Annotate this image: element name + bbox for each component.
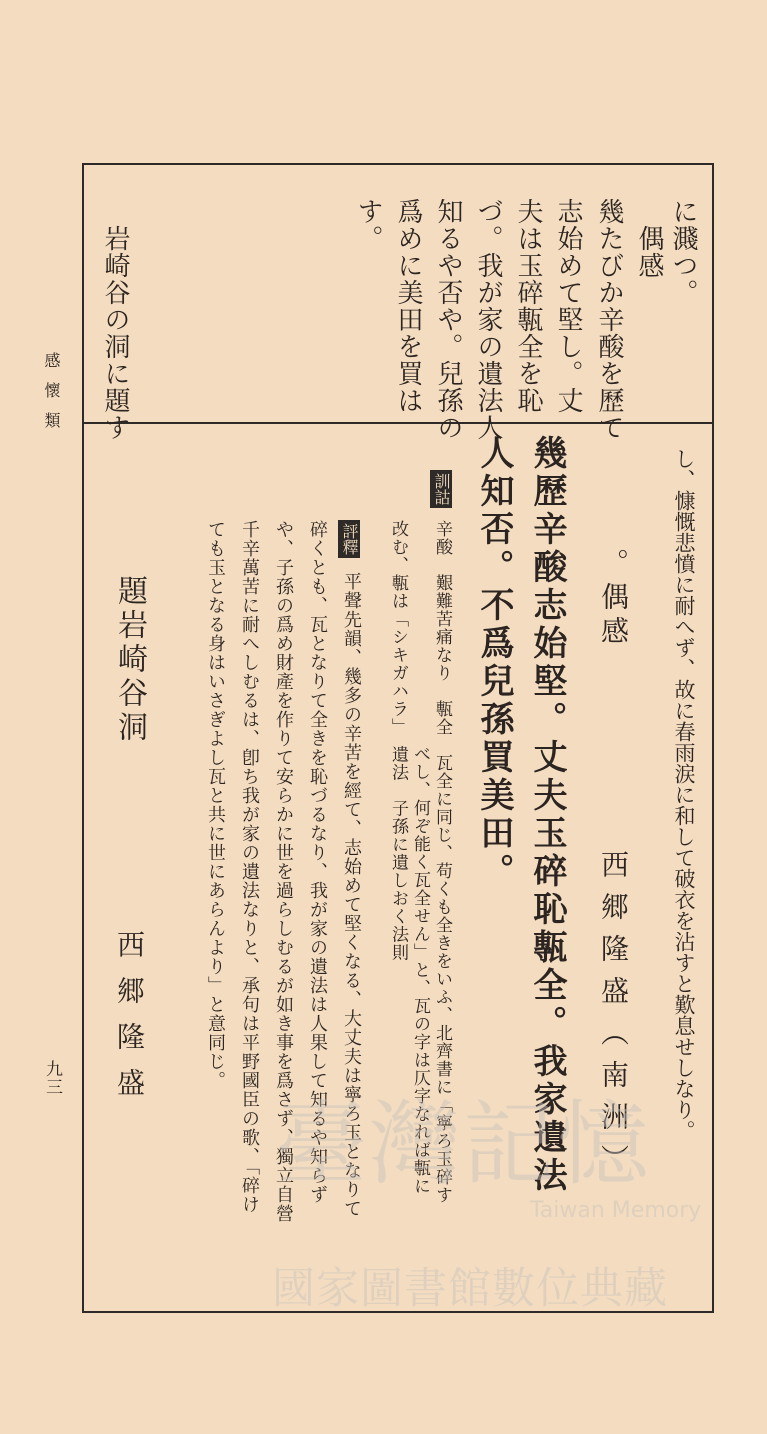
upper-line-4: 志始めて堅し。丈 (553, 198, 583, 414)
kunko-label: 訓詁 (430, 470, 452, 508)
commentary-line-3: や、子孫の爲め財產を作りて安らかに世を過らしむるが如き事を爲さず、獨立自營 (273, 520, 294, 1223)
upper-line-8: 爲めに美田を買は (393, 198, 423, 414)
poem-author: 西郷隆盛（南洲） (597, 850, 630, 1186)
upper-line-1: に濺つ。 (668, 198, 698, 306)
upper-line-2: 偶感 (634, 198, 664, 279)
kunko-col-2: べし、何ぞ能く瓦全せん」と、瓦の字は仄字なれば甎に (410, 745, 430, 1195)
watermark-english: Taiwan Memory (530, 1198, 702, 1223)
commentary-line-4: 千辛萬苦に耐へしむるは、卽ち我が家の遺法なりと、承句は平野國臣の歌、「碎け (239, 520, 260, 1214)
upper-line-3: 幾たびか辛酸を歷て (594, 198, 624, 441)
commentary-line-5: ても玉となる身はいさぎよし瓦と共に世にあらんより」と意同じ。 (205, 520, 226, 1090)
kunko-col-1: 辛酸 艱難苦痛なり 甎全 瓦全に同じ、苟くも全きをいふ、北齊書に「寧ろ玉碎す (432, 520, 452, 1204)
upper-line-6: づ。我が家の遺法人 (473, 198, 503, 441)
upper-line-11: 岩崎谷の洞に題す (100, 198, 130, 441)
page-number: 九三 (42, 1060, 62, 1096)
hyoshaku-label: 評釋 (338, 520, 360, 558)
poem-line-2: 人知否。不爲兒孫買美田。 (474, 435, 514, 891)
upper-line-7: 知るや否や。兒孫の (433, 198, 463, 441)
running-head: 感懷類 (42, 352, 61, 442)
intro-line: し、慷慨悲憤に耐へず、故に春雨涙に和して破衣を沾すと歎息せしなり。 (672, 448, 696, 1141)
watermark-logo: 臺灣記憶 (275, 1091, 652, 1198)
kunko-col-3: 改む、甎は「シキガハラ」 遺法 子孫に遺しおく法則 (388, 520, 408, 962)
commentary-line-2: 碎くとも、瓦となりて全きを恥づるなり、我が家の遺法は人果して知るや知らず (307, 520, 328, 1204)
poem-line-1: 幾歷辛酸志始堅。丈夫玉碎恥甎全。我家遺法 (527, 435, 567, 1195)
watermark-institution: 國家圖書館數位典藏 (272, 1264, 668, 1314)
commentary-line-1: 平聲先韻、幾多の辛苦を經て、志始めて堅くなる、大丈夫は寧ろ玉となりて (341, 572, 362, 1218)
upper-line-5: 夫は玉碎甎全を恥 (513, 198, 543, 414)
next-poem-title: 題岩崎谷洞 (112, 575, 147, 745)
next-poem-author: 西郷隆盛 (113, 930, 146, 1114)
poem-title: 。偶感 (597, 548, 630, 650)
upper-line-9: す。 (353, 198, 383, 252)
